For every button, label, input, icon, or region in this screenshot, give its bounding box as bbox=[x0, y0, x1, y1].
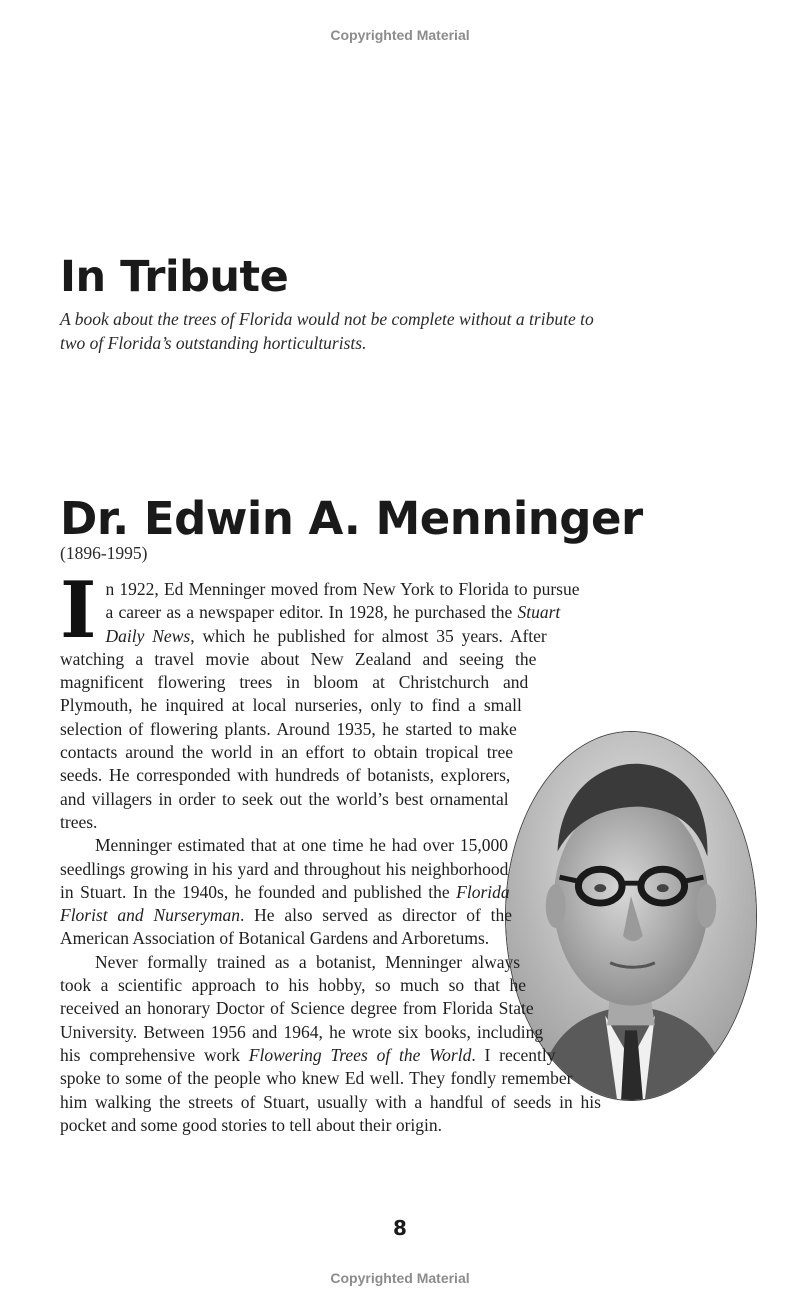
body-text-span: Never formally trained as a botanist, Menninger always took a scientific approach to his hobby, so much so that he received an honorary Doctor of Science degree from Florida State University. Between 1956 and 1964, he wrote six books, including his comprehensive work bbox=[60, 951, 544, 1065]
body-text-span: . I recently spoke to some of the people who knew Ed well. They fondly remember him walking the streets of Stuart, usually with a handful of seeds in his pocket and some good stories to tell about their origin. bbox=[60, 1044, 601, 1135]
profile-lifespan: (1896-1995) bbox=[60, 543, 148, 563]
profile-body bbox=[60, 565, 752, 1137]
body-text-span: Menninger estimated that at one time he had over 15,000 seedlings growing in his yard and throughout his neighborhood in Stuart. In the 1940s, he founded and published the bbox=[60, 835, 509, 902]
profile-name-heading: Dr. Edwin A. Menninger bbox=[60, 492, 643, 545]
publication-title: Florida Florist and Nurseryman bbox=[60, 881, 510, 926]
copyright-watermark-top: Copyrighted Material bbox=[330, 27, 470, 43]
copyright-watermark-bottom: Copyrighted Material bbox=[330, 1270, 470, 1286]
drop-cap: I bbox=[60, 565, 97, 656]
page-number: 8 bbox=[393, 1216, 407, 1240]
book-title: Flowering Trees of the World bbox=[248, 1044, 472, 1065]
portrait-wrap-spacer bbox=[514, 726, 752, 1098]
body-text-span: , which he published for almost 35 years. After watching a travel movie about New Zealand and seeing the magnificent flowering trees in bloom at Christchurch and Plymouth, he inquired at local nurseries, only to find a small selection of flowering plants. Around 1935, he started to make contacts around the world in an effort to obtain tropical tree seeds. He corresponded with hundreds of botanists, explorers, and villagers in order to seek out the world’s best ornamental trees. bbox=[60, 625, 547, 832]
publication-title: Stuart Daily News bbox=[105, 602, 561, 646]
body-text-span: . He also served as director of the American Association of Botanical Gardens and Arboretums. bbox=[60, 905, 512, 949]
section-title-tribute: In Tribute bbox=[60, 252, 289, 302]
body-text-span: n 1922, Ed Menninger moved from New York to Florida to pursue a career as a newspaper editor. In 1928, he purchased the bbox=[105, 579, 580, 623]
tribute-subtitle: A book about the trees of Florida would not be complete without a tribute to two of Florida’s outstanding horticulturists. bbox=[60, 309, 594, 353]
